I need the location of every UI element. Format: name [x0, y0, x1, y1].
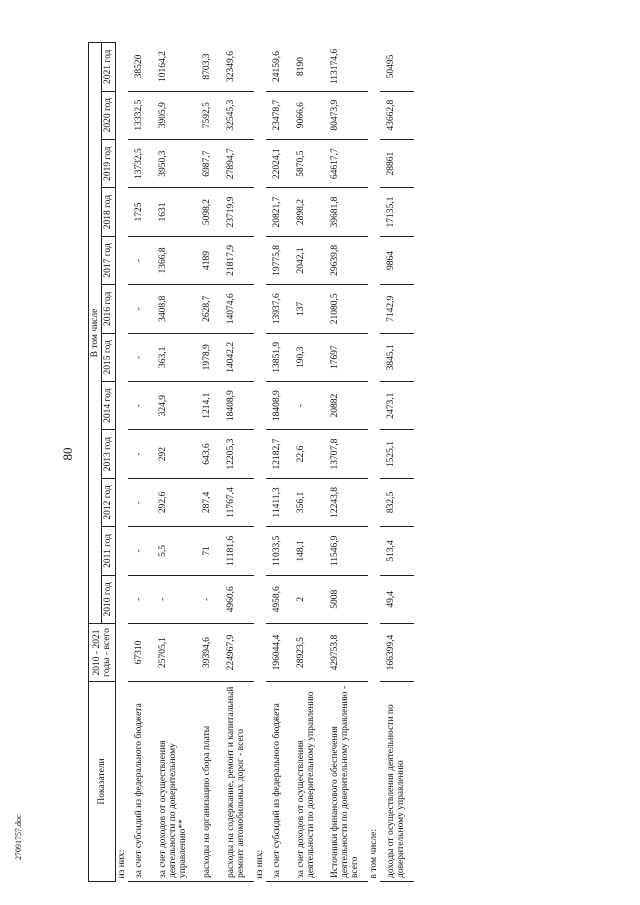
header-year: 2016 год: [102, 285, 115, 333]
row-value: 3905,9: [152, 91, 196, 139]
row-value: 12205,3: [220, 430, 254, 478]
row-value: [115, 236, 128, 284]
row-value: 12182,7: [266, 430, 290, 478]
row-value: 29639,8: [324, 236, 368, 284]
row-label: за счет доходов от осуществления деятельности по доверительному управлению: [290, 682, 324, 882]
row-value: 5098,2: [196, 188, 220, 236]
row-value: 113174,6: [324, 43, 368, 92]
row-value: 11767,4: [220, 478, 254, 526]
row-label: за счет доходов от осуществления деятельности по доверительному управлению**: [152, 682, 196, 882]
row-value: 18408,9: [266, 381, 290, 429]
row-value: 13707,8: [324, 430, 368, 478]
row-value: 3950,3: [152, 139, 196, 187]
row-value: 1366,8: [152, 236, 196, 284]
row-value: 513,4: [380, 527, 414, 575]
row-value: [254, 381, 266, 429]
row-value: 190,3: [290, 333, 324, 381]
row-value: 50495: [380, 43, 414, 92]
row-value: [254, 527, 266, 575]
row-value: 21080,5: [324, 285, 368, 333]
header-year: 2020 год: [102, 91, 115, 139]
row-value: [115, 333, 128, 381]
row-value: 2: [290, 575, 324, 623]
row-value: [254, 236, 266, 284]
row-value: 20821,7: [266, 188, 290, 236]
row-value: 13937,6: [266, 285, 290, 333]
row-label: доходы от осуществления деятельности по доверительному управлению: [380, 682, 414, 882]
table-row: [128, 43, 152, 882]
row-value: [115, 575, 128, 623]
row-value: 4189: [196, 236, 220, 284]
row-value: [368, 139, 380, 187]
header-year: 2017 год: [102, 236, 115, 284]
row-total: 224967,9: [220, 624, 254, 682]
row-value: -: [128, 575, 152, 623]
row-total: [368, 624, 380, 682]
page-number: 80: [60, 447, 75, 461]
row-value: [254, 575, 266, 623]
table-row: [290, 43, 324, 882]
funding-table: [88, 42, 414, 882]
row-label: за счет субсидий из федерального бюджета: [266, 682, 290, 882]
row-value: -: [128, 478, 152, 526]
header-indicator: Показатели: [89, 682, 116, 882]
row-value: 356,1: [290, 478, 324, 526]
row-value: 17697: [324, 333, 368, 381]
header-year: 2018 год: [102, 188, 115, 236]
row-value: 287,4: [196, 478, 220, 526]
row-value: [254, 430, 266, 478]
row-value: [115, 91, 128, 139]
row-value: 9864: [380, 236, 414, 284]
row-value: -: [128, 333, 152, 381]
row-value: [115, 43, 128, 92]
row-value: 24159,6: [266, 43, 290, 92]
row-value: 43662,8: [380, 91, 414, 139]
row-value: -: [128, 285, 152, 333]
header-year: 2011 год: [102, 527, 115, 575]
row-value: 2898,2: [290, 188, 324, 236]
row-value: [115, 381, 128, 429]
header-year: 2014 год: [102, 381, 115, 429]
row-value: [115, 285, 128, 333]
row-value: -: [128, 527, 152, 575]
table-row: [196, 43, 220, 882]
row-value: 21817,9: [220, 236, 254, 284]
row-value: -: [290, 381, 324, 429]
row-value: 13732,5: [128, 139, 152, 187]
row-value: 9066,6: [290, 91, 324, 139]
row-value: -: [128, 236, 152, 284]
row-value: 292,6: [152, 478, 196, 526]
row-value: 11181,6: [220, 527, 254, 575]
row-value: 3845,1: [380, 333, 414, 381]
row-label: в том числе:: [368, 828, 379, 879]
row-value: 20882: [324, 381, 368, 429]
row-value: 1725: [128, 188, 152, 236]
row-value: [254, 478, 266, 526]
row-value: 832,5: [380, 478, 414, 526]
document-id: 27091757.doc: [14, 814, 23, 860]
header-year: 2021 год: [102, 43, 115, 92]
row-value: [368, 430, 380, 478]
row-value: 71: [196, 527, 220, 575]
table-row: [152, 43, 196, 882]
row-label: из них:: [254, 849, 265, 879]
row-total: 25705,1: [152, 624, 196, 682]
row-total: 67310: [128, 624, 152, 682]
row-total: [254, 624, 266, 682]
table-row: [266, 43, 290, 882]
table-row: [324, 43, 368, 882]
row-value: 10164,2: [152, 43, 196, 92]
row-value: 292: [152, 430, 196, 478]
row-value: [115, 188, 128, 236]
row-value: 17135,1: [380, 188, 414, 236]
row-value: [368, 527, 380, 575]
row-value: 3408,8: [152, 285, 196, 333]
header-year: 2019 год: [102, 139, 115, 187]
table-row: [220, 43, 254, 882]
row-value: 5008: [324, 575, 368, 623]
section-row: [115, 43, 128, 882]
row-value: [368, 43, 380, 92]
row-value: 11546,9: [324, 527, 368, 575]
row-value: 32545,3: [220, 91, 254, 139]
row-value: -: [152, 575, 196, 623]
row-value: [368, 333, 380, 381]
row-value: 324,9: [152, 381, 196, 429]
row-value: 4958,6: [266, 575, 290, 623]
row-value: 64617,7: [324, 139, 368, 187]
row-value: 38520: [128, 43, 152, 92]
row-value: 19775,8: [266, 236, 290, 284]
row-value: [254, 139, 266, 187]
row-value: 643,6: [196, 430, 220, 478]
row-value: [254, 91, 266, 139]
row-value: 18408,9: [220, 381, 254, 429]
row-label: за счет субсидий из федерального бюджета: [128, 682, 152, 882]
row-value: [115, 139, 128, 187]
row-value: 363,1: [152, 333, 196, 381]
row-value: 13332,5: [128, 91, 152, 139]
section-row: [368, 43, 380, 882]
row-total: 28923,5: [290, 624, 324, 682]
row-value: 14074,6: [220, 285, 254, 333]
row-value: [368, 478, 380, 526]
row-value: 11411,3: [266, 478, 290, 526]
row-value: 148,1: [290, 527, 324, 575]
row-label: расходы на содержание, ремонт и капитальный ремонт автомобильных дорог - всего: [220, 682, 254, 882]
row-total: 166399,4: [380, 624, 414, 682]
row-value: 14042,2: [220, 333, 254, 381]
row-label: из них:: [116, 849, 127, 879]
row-value: 8703,3: [196, 43, 220, 92]
row-value: 1525,1: [380, 430, 414, 478]
row-value: 32349,6: [220, 43, 254, 92]
table-row: [380, 43, 414, 882]
row-value: 28861: [380, 139, 414, 187]
row-value: 49,4: [380, 575, 414, 623]
row-value: 2042,1: [290, 236, 324, 284]
header-year: 2012 год: [102, 478, 115, 526]
row-value: [368, 91, 380, 139]
row-value: [254, 188, 266, 236]
row-value: 6987,7: [196, 139, 220, 187]
row-value: 137: [290, 285, 324, 333]
row-value: [368, 285, 380, 333]
row-value: [254, 333, 266, 381]
header-year: 2013 год: [102, 430, 115, 478]
row-value: 23478,7: [266, 91, 290, 139]
row-value: 12243,8: [324, 478, 368, 526]
row-value: -: [128, 381, 152, 429]
header-year: 2010 год: [102, 575, 115, 623]
row-value: -: [128, 430, 152, 478]
row-value: 39681,8: [324, 188, 368, 236]
row-value: 23719,9: [220, 188, 254, 236]
row-value: [115, 430, 128, 478]
row-value: 13851,9: [266, 333, 290, 381]
row-value: 2473,1: [380, 381, 414, 429]
row-value: 11033,5: [266, 527, 290, 575]
row-label: Источники финансового обеспечения деятельности по доверительному управлению - всего: [324, 682, 368, 882]
row-total: 429753,8: [324, 624, 368, 682]
row-total: 196044,4: [266, 624, 290, 682]
row-value: 1214,1: [196, 381, 220, 429]
row-value: [368, 188, 380, 236]
row-value: [368, 381, 380, 429]
header-including: В том числе: [89, 43, 102, 624]
section-row: [254, 43, 266, 882]
row-value: [115, 478, 128, 526]
row-value: 1978,9: [196, 333, 220, 381]
row-value: -: [196, 575, 220, 623]
row-value: 1631: [152, 188, 196, 236]
row-value: 27894,7: [220, 139, 254, 187]
rotated-sheet: [88, 42, 608, 882]
row-value: 5,5: [152, 527, 196, 575]
row-value: 4960,6: [220, 575, 254, 623]
row-value: [368, 575, 380, 623]
row-value: [254, 285, 266, 333]
header-total: 2010 - 2021 годы - всего: [89, 624, 116, 682]
row-value: 5870,5: [290, 139, 324, 187]
row-value: 8190: [290, 43, 324, 92]
row-value: [254, 43, 266, 92]
row-total: 39394,6: [196, 624, 220, 682]
row-value: 22024,1: [266, 139, 290, 187]
row-value: 80473,9: [324, 91, 368, 139]
row-value: 22,6: [290, 430, 324, 478]
header-year: 2015 год: [102, 333, 115, 381]
row-value: 7592,5: [196, 91, 220, 139]
row-value: [115, 527, 128, 575]
row-value: 2628,7: [196, 285, 220, 333]
row-value: 7142,9: [380, 285, 414, 333]
row-label: расходы на организацию сбора платы: [196, 682, 220, 882]
row-total: [115, 624, 128, 682]
row-value: [368, 236, 380, 284]
